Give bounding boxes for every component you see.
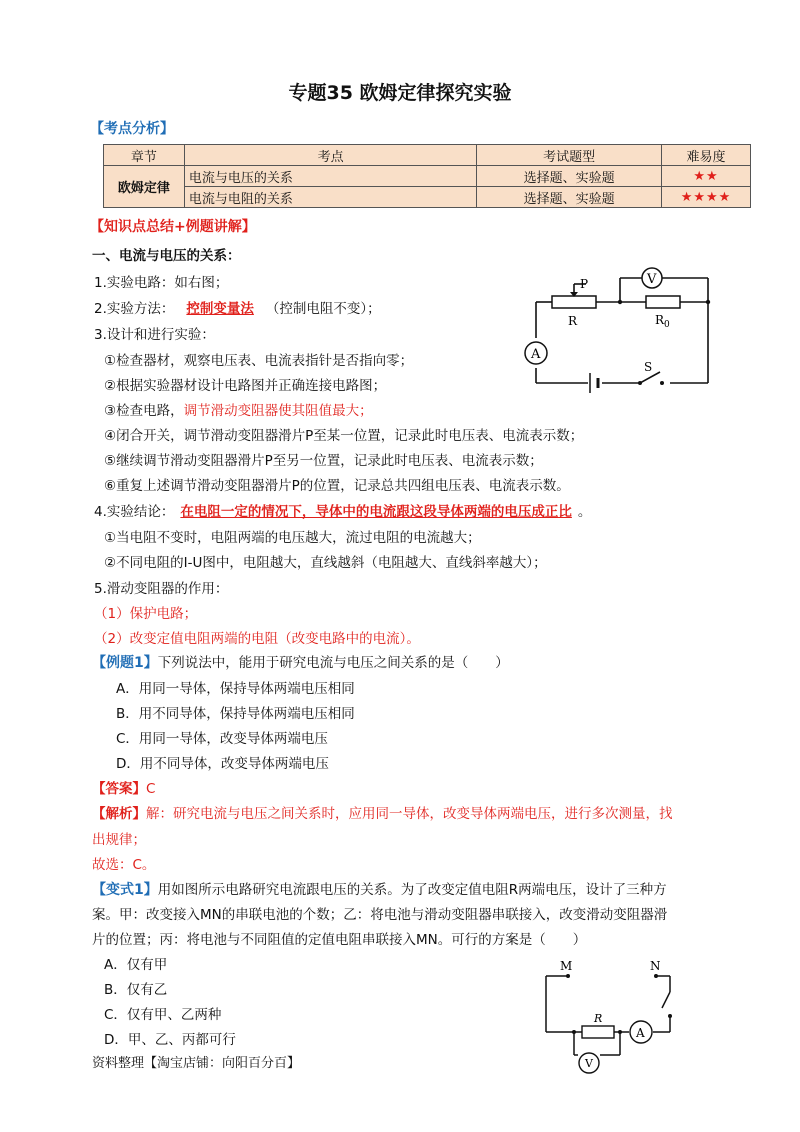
table-row: [104, 166, 751, 187]
rheostat-label: R: [568, 314, 578, 328]
part1-heading: 一、电流与电压的关系：: [92, 248, 241, 264]
role-line: （1）保护电路；: [94, 606, 198, 622]
terminal-n-label: N: [650, 960, 661, 973]
table-row: [104, 187, 751, 208]
table-header-cell: 考试题型: [477, 145, 662, 166]
option: B．仅有乙: [104, 982, 168, 998]
question-text: 下列说法中，能用于研究电流与电压之间关系的是（ ）: [157, 655, 509, 671]
slider-label: P: [580, 277, 589, 291]
voltmeter-label: V: [585, 1057, 593, 1070]
step-line: ⑤继续调节滑动变阻器滑片P至另一位置，记录此时电压表、电流表示数；: [104, 453, 543, 469]
table-point-cell: 电流与电阻的关系: [184, 187, 476, 208]
junction-dot: [572, 1030, 576, 1034]
example1-question: [92, 651, 509, 672]
step-line: [104, 399, 373, 419]
conclusion-highlight: 在电阻一定的情况下，导体中的电流跟这段导体两端的电压成正比: [180, 504, 572, 520]
rheostat-symbol: [552, 296, 596, 308]
footer-source: 资料整理【淘宝店铺：向阳百分百】: [92, 1056, 301, 1071]
junction-dot: [706, 300, 710, 304]
conclusion-line: 故选：C。: [92, 857, 156, 873]
text-span: 。: [577, 504, 592, 520]
terminal-n: [654, 974, 658, 978]
text-span: （控制电阻不变）；: [265, 301, 381, 317]
switch-contact: [668, 1014, 672, 1018]
analysis-tag: 【解析】: [92, 806, 146, 822]
answer-line: [92, 777, 155, 797]
question-text: 用如图所示电路研究电流跟电压的关系。为了改变定值电阻R两端电压，设计了三种方: [157, 882, 667, 898]
text-span: 4.实验结论：: [94, 504, 175, 520]
difficulty-stars: ★★★★: [662, 187, 751, 208]
step-highlight: 调节滑动变阻器使其阻值最大；: [183, 403, 373, 419]
table-header-cell: 章节: [104, 145, 185, 166]
option: C．仅有甲、乙两种: [104, 1007, 222, 1023]
page-title: 专题35 欧姆定律探究实验: [288, 82, 512, 104]
text-line: [94, 297, 381, 317]
answer-value: C: [146, 781, 156, 797]
analysis-text: 解：研究电流与电压之间关系时，应用同一导体，改变导体两端电压，进行多次测量，找: [146, 806, 673, 822]
ammeter-label: A: [636, 1026, 645, 1040]
step-line: ②不同电阻的I-U图中，电阻越大，直线越斜（电阻越大、直线斜率越大）；: [104, 555, 547, 571]
role-line: （2）改变定值电阻两端的电阻（改变电路中的电流）。: [94, 631, 420, 647]
option: B．用不同导体，保持导体两端电压相同: [116, 706, 355, 722]
terminal-m: [566, 974, 570, 978]
voltmeter-label: V: [647, 272, 657, 287]
table-header-cell: 考点: [184, 145, 476, 166]
section-analysis: 【考点分析】: [90, 121, 174, 137]
step-line: ④闭合开关，调节滑动变阻器滑片P至某一位置，记录此时电压表、电流表示数；: [104, 428, 584, 444]
text-line: [94, 500, 591, 520]
circuit-diagram-1: [510, 258, 725, 393]
text-span: ③检查电路，: [104, 403, 184, 419]
method-highlight: 控制变量法: [186, 301, 254, 317]
junction-dot: [618, 1030, 622, 1034]
junction-dot: [618, 300, 622, 304]
resistor-label: R: [594, 1012, 603, 1025]
terminal-m-label: M: [560, 960, 573, 973]
difficulty-stars: ★★: [662, 166, 751, 187]
variant1-tag: 【变式1】: [92, 882, 158, 898]
table-point-cell: 电流与电压的关系: [184, 166, 476, 187]
step-line: ①检查器材，观察电压表、电流表指针是否指向零；: [104, 353, 414, 369]
table-type-cell: 选择题、实验题: [477, 187, 662, 208]
variant1-question: [92, 878, 667, 899]
circuit-diagram-2: [528, 960, 708, 1080]
table-header-row: [104, 145, 751, 166]
answer-tag: 【答案】: [92, 781, 146, 797]
resistor-symbol: [646, 296, 680, 308]
exam-point-table: [103, 144, 751, 208]
text-line: 1.实验电路：如右图；: [94, 275, 229, 291]
table-chapter-cell: 欧姆定律: [104, 166, 185, 208]
step-line: ①当电阻不变时，电阻两端的电压越大，流过电阻的电流越大；: [104, 530, 481, 546]
ammeter-label: A: [531, 347, 541, 362]
switch-contact: [660, 381, 664, 385]
question-text: 片的位置；丙：将电池与不同阻值的定值电阻串联接入MN。可行的方案是（ ）: [92, 932, 587, 948]
option: C．用同一导体，改变导体两端电压: [116, 731, 328, 747]
resistor-label: $R_0$: [655, 313, 670, 330]
text-span: 2.实验方法：: [94, 301, 175, 317]
option: A．仅有甲: [104, 957, 168, 973]
section-summary: 【知识点总结+例题讲解】: [90, 219, 256, 235]
analysis-line: 出规律；: [92, 832, 146, 848]
switch-label: S: [644, 360, 653, 374]
question-text: 案。甲：改变接入MN的串联电池的个数；乙：将电池与滑动变阻器串联接入，改变滑动变阻器滑: [92, 907, 668, 923]
switch-contact: [638, 381, 642, 385]
option: D．用不同导体，改变导体两端电压: [116, 756, 329, 772]
table-type-cell: 选择题、实验题: [477, 166, 662, 187]
option: D．甲、乙、丙都可行: [104, 1032, 236, 1048]
resistor-symbol: [582, 1026, 614, 1038]
step-line: ⑥重复上述调节滑动变阻器滑片P的位置，记录总共四组电压表、电流表示数。: [104, 478, 570, 494]
analysis-line: [92, 802, 673, 822]
example1-tag: 【例题1】: [92, 655, 158, 671]
table-header-cell: 难易度: [662, 145, 751, 166]
text-line: 5.滑动变阻器的作用：: [94, 581, 229, 597]
text-line: 3.设计和进行实验：: [94, 327, 215, 343]
step-line: ②根据实验器材设计电路图并正确连接电路图；: [104, 378, 387, 394]
option: A．用同一导体，保持导体两端电压相同: [116, 681, 355, 697]
